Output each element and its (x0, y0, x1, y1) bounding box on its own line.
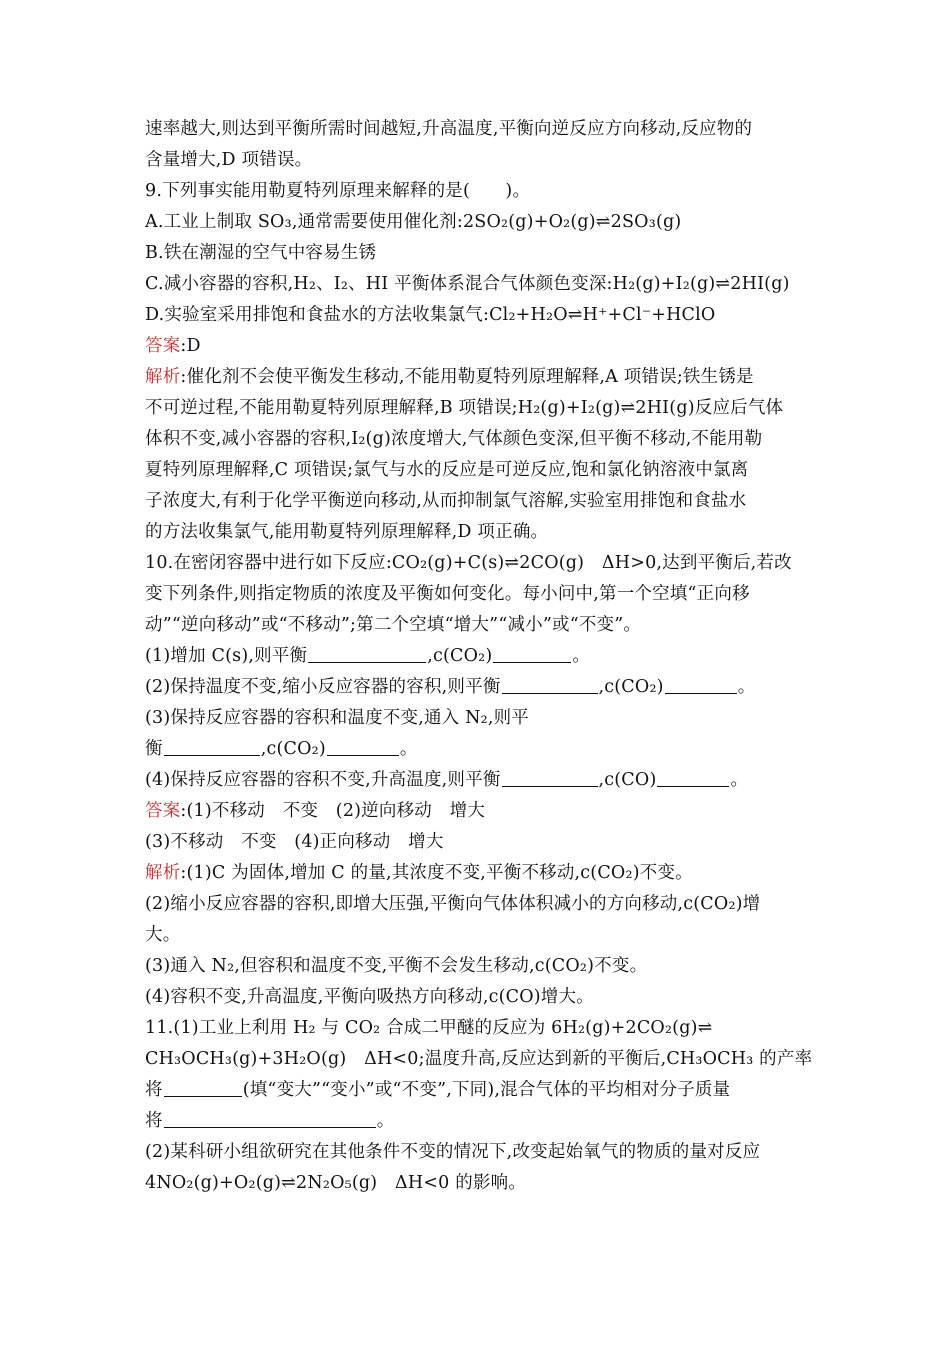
answer-blank[interactable] (657, 766, 729, 787)
item-text: 。 (730, 770, 749, 790)
answer-text: :D (180, 336, 201, 356)
q11-blank-line (145, 1075, 825, 1106)
text-line: 速率越大,则达到平衡所需时间越短,升高温度,平衡向逆反应方向移动,反应物的 (145, 119, 753, 139)
option-b: B.铁在潮湿的空气中容易生锈 (145, 243, 377, 263)
item-text: 将 (145, 1111, 163, 1131)
q11-blank-line (145, 1106, 825, 1137)
item-text: 衡 (145, 739, 163, 759)
text-line: 大。 (145, 925, 181, 945)
text-line: 不可逆过程,不能用勒夏特列原理解释,B 项错误;H₂(g)+I₂(g)⇌2HI(g)反应后气体 (145, 398, 784, 418)
text-line: 体积不变,减小容器的容积,I₂(g)浓度增大,气体颜色变深,但平衡不移动,不能用勒 (145, 429, 763, 449)
item-text: ,c(CO₂) (427, 646, 493, 666)
answer-blank[interactable] (665, 673, 737, 694)
option-a: A.工业上制取 SO₃,通常需要使用催化剂:2SO₂(g)+O₂(g)⇌2SO₃(g) (145, 212, 682, 232)
item-text: (2)保持温度不变,缩小反应容器的容积,则平衡 (145, 677, 501, 697)
text-line: (2)缩小反应容器的容积,即增大压强,平衡向气体体积减小的方向移动,c(CO₂)增 (145, 894, 761, 914)
text-line: (2)某科研小组欲研究在其他条件不变的情况下,改变起始氧气的物质的量对反应 (145, 1142, 761, 1162)
answer-blank[interactable] (502, 673, 598, 694)
text-line: (4)容积不变,升高温度,平衡向吸热方向移动,c(CO)增大。 (145, 987, 594, 1007)
q10-answer-cont: (3)不移动 不变 (4)正向移动 增大 (145, 832, 444, 852)
item-text: 。 (572, 646, 591, 666)
text-line: 变下列条件,则指定物质的浓度及平衡如何变化。每小问中,第一个空填“正向移 (145, 584, 750, 604)
answer-label: 答案 (145, 801, 181, 821)
item-text: (1)增加 C(s),则平衡 (145, 646, 308, 666)
question-11-stem: 11.(1)工业上利用 H₂ 与 CO₂ 合成二甲醚的反应为 6H₂(g)+2CO₂(g)⇌ (145, 1018, 713, 1038)
answer-blank[interactable] (327, 735, 399, 756)
q9-analysis (145, 362, 825, 393)
item-text: 。 (376, 1111, 395, 1131)
text-line: 的方法收集氯气,能用勒夏特列原理解释,D 项正确。 (145, 522, 549, 542)
q10-item-3-cont (145, 734, 825, 765)
analysis-text: :(1)C 为固体,增加 C 的量,其浓度不变,平衡不移动,c(CO₂)不变。 (180, 863, 693, 883)
text-line: 4NO₂(g)+O₂(g)⇌2N₂O₅(g) ΔH<0 的影响。 (145, 1173, 527, 1193)
answer-blank[interactable] (308, 642, 426, 663)
item-text: (填“变大”“变小”或“不变”,下同),混合气体的平均相对分子质量 (242, 1080, 731, 1100)
q10-item-2 (145, 672, 825, 703)
answer-blank[interactable] (164, 735, 260, 756)
q10-analysis (145, 858, 825, 889)
item-text: 将 (145, 1080, 163, 1100)
answer-blank[interactable] (502, 766, 598, 787)
text-line: CH₃OCH₃(g)+3H₂O(g) ΔH<0;温度升高,反应达到新的平衡后,CH₃OCH₃ 的产率 (145, 1049, 813, 1069)
analysis-label: 解析 (145, 367, 181, 387)
answer-blank[interactable] (493, 642, 571, 663)
question-10-stem: 10.在密闭容器中进行如下反应:CO₂(g)+C(s)⇌2CO(g) ΔH>0,达到平衡后,若改 (145, 553, 792, 573)
text-line: 含量增大,D 项错误。 (145, 150, 313, 170)
item-text: ,c(CO₂) (260, 739, 326, 759)
text-line: 动”“逆向移动”或“不移动”;第二个空填“增大”“减小”或“不变”。 (145, 615, 642, 635)
item-text: ,c(CO₂) (598, 677, 664, 697)
item-text: ,c(CO) (598, 770, 657, 790)
analysis-label: 解析 (145, 863, 181, 883)
answer-text: :(1)不移动 不变 (2)逆向移动 增大 (180, 801, 486, 821)
option-d: D.实验室采用排饱和食盐水的方法收集氯气:Cl₂+H₂O⇌H⁺+Cl⁻+HClO (145, 305, 716, 325)
analysis-text: :催化剂不会使平衡发生移动,不能用勒夏特列原理解释,A 项错误;铁生锈是 (180, 367, 754, 387)
text-line: 夏特列原理解释,C 项错误;氯气与水的反应是可逆反应,饱和氯化钠溶液中氯离 (145, 460, 749, 480)
q10-item-3: (3)保持反应容器的容积和温度不变,通入 N₂,则平 (145, 708, 530, 728)
item-text: (4)保持反应容器的容积不变,升高温度,则平衡 (145, 770, 501, 790)
question-9-stem: 9.下列事实能用勒夏特列原理来解释的是( )。 (145, 181, 531, 201)
q10-answer (145, 796, 825, 827)
item-text: 。 (737, 677, 756, 697)
q9-answer (145, 331, 825, 362)
q10-item-4 (145, 765, 825, 796)
answer-blank[interactable] (164, 1076, 242, 1097)
answer-blank[interactable] (164, 1107, 376, 1128)
answer-label: 答案 (145, 336, 181, 356)
q10-item-1 (145, 641, 825, 672)
document-page (145, 114, 825, 1199)
item-text: 。 (399, 739, 418, 759)
text-line: (3)通入 N₂,但容积和温度不变,平衡不会发生移动,c(CO₂)不变。 (145, 956, 648, 976)
option-c: C.减小容器的容积,H₂、I₂、HI 平衡体系混合气体颜色变深:H₂(g)+I₂(g)⇌2HI(g) (145, 274, 790, 294)
text-line: 子浓度大,有利于化学平衡逆向移动,从而抑制氯气溶解,实验室用排饱和食盐水 (145, 491, 747, 511)
